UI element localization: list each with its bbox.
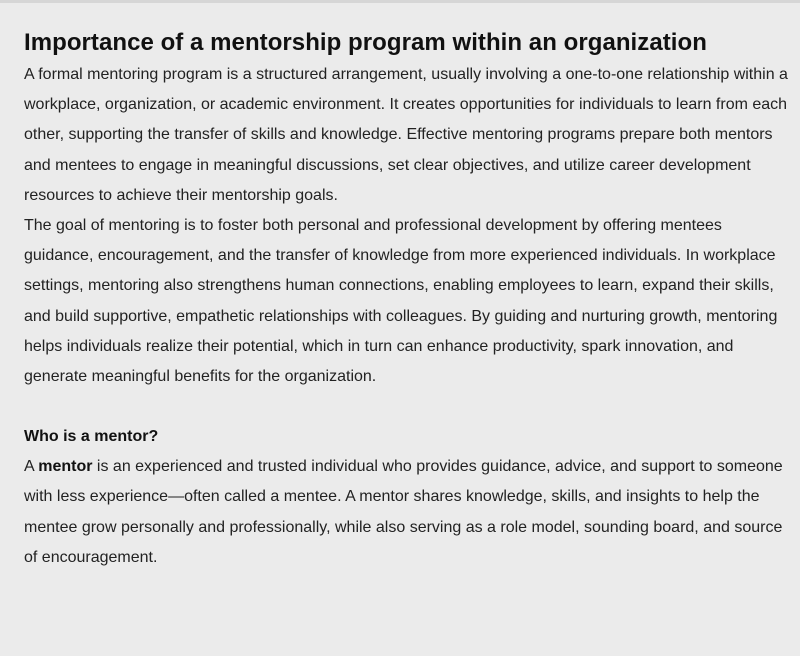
mentor-term: mentor xyxy=(38,458,93,476)
mentor-definition-text: is an experienced and trusted individual who provides guidance, advice, and support to someone with less experience—often called a mentee. A mentor shares knowledge, skills, and insights to help the mentee grow personally and professionally, while also serving as a role model, sounding board, and source of encouragement. xyxy=(24,458,783,566)
top-border xyxy=(0,0,800,3)
paragraph-formal-program: A formal mentoring program is a structured arrangement, usually involving a one-to-one relationship within a workplace, organization, or academic environment. It creates opportunities for individuals to learn from each other, supporting the transfer of skills and knowledge. Effective mentoring programs prepare both mentors and mentees to engage in meaningful discussions, set clear objectives, and utilize career development resources to achieve their mentorship goals. xyxy=(24,66,788,204)
mentor-definition-lead: A xyxy=(24,458,39,476)
article-title: Importance of a mentorship program within an organization xyxy=(24,29,707,56)
paragraph-mentor-definition xyxy=(24,452,794,573)
subheading-who-is-a-mentor: Who is a mentor? xyxy=(24,428,159,446)
article xyxy=(24,26,794,573)
paragraph-goal-of-mentoring: The goal of mentoring is to foster both personal and professional development by offering mentees guidance, encouragement, and the transfer of knowledge from more experienced individuals. In workplace settings, mentoring also strengthens human connections, enabling employees to learn, expand their skills, and build supportive, empathetic relationships with colleagues. By guiding and nurturing growth, mentoring helps individuals realize their potential, which in turn can enhance productivity, spark innovation, and generate meaningful benefits for the organization. xyxy=(24,217,778,386)
